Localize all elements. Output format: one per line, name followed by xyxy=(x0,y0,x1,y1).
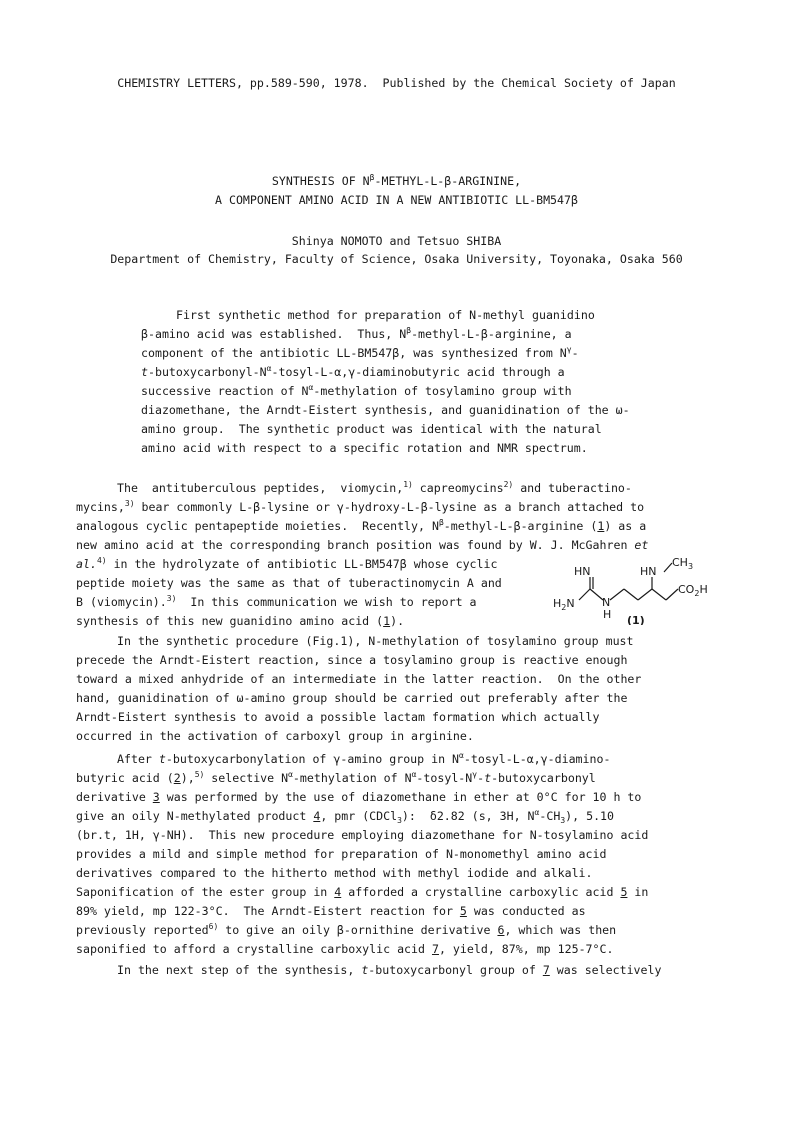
abstract-line: First synthetic method for preparation of N-methyl guanidino xyxy=(176,308,595,322)
body-line: provides a mild and simple method for preparation of N-monomethyl amino acid xyxy=(76,847,607,861)
structure-hn-left: HN xyxy=(574,565,591,578)
body-line: synthesis of this new guanidino amino acid (1). xyxy=(76,614,405,628)
abstract-line: amino group. The synthetic product was identical with the natural xyxy=(141,422,602,436)
body-line: Saponification of the ester group in 4 afforded a crystalline carboxylic acid 5 in xyxy=(76,885,649,899)
body-line: al.$^{4)}$ in the hydrolyzate of antibiotic LL-BM547β whose cyclic xyxy=(76,556,498,571)
affiliation: Department of Chemistry, Faculty of Science, Osaka University, Toyonaka, Osaka 560 xyxy=(110,252,683,266)
body-line: derivatives compared to the hitherto method with methyl iodide and alkali. xyxy=(76,866,593,880)
authors: Shinya NOMOTO and Tetsuo SHIBA xyxy=(291,234,502,248)
structure-h-mid: H xyxy=(603,608,612,621)
body-line: After t-butoxycarbonylation of γ-amino group in $N^\alpha-tosyl-L-\alpha,\gamma-diamino-$ xyxy=(117,751,611,766)
body-line: mycins,$^{3)}$ bear commonly L-β-lysine or γ-hydroxy-L-β-lysine as a branch attached to xyxy=(76,499,645,514)
body-line: In the next step of the synthesis, t-butoxycarbonyl group of 7 was selectively xyxy=(117,963,662,977)
body-line: 89% yield, mp 122-3°C. The Arndt-Eistert reaction for 5 was conducted as xyxy=(76,904,586,918)
body-line: The antituberculous peptides, viomycin,$^{1)}$ capreomycins$^{2)}$ and tuberactino- xyxy=(117,480,632,495)
body-line: give an oily N-methylated product 4, pmr (CDCl$_3$): δ2.82 (s, 3H, $N^\alpha-CH_3$), 5.10 xyxy=(76,808,615,825)
structure-bonds xyxy=(579,563,678,600)
body-line: previously reported$^{6)}$ to give an oily β-ornithine derivative 6, which was then xyxy=(76,922,617,937)
structure-h2n: $H_2N$ xyxy=(553,597,575,612)
body-line: peptide moiety was the same as that of tuberactinomycin A and xyxy=(76,576,502,590)
abstract-line: component of the antibiotic LL-BM547β, was synthesized from $N^\gamma-$ xyxy=(141,345,579,360)
abstract-line: diazomethane, the Arndt-Eistert synthesis, and guanidination of the ω- xyxy=(141,403,630,417)
paper-title-line-2: A COMPONENT AMINO ACID IN A NEW ANTIBIOTIC LL-BM547β xyxy=(215,193,578,207)
body-line: B (viomycin).$^{3)}$ In this communication we wish to report a xyxy=(76,594,477,609)
body-line: occurred in the activation of carboxyl group in arginine. xyxy=(76,729,474,743)
journal-header: CHEMISTRY LETTERS, pp.589-590, 1978. Published by the Chemical Society of Japan xyxy=(117,76,676,90)
body-line: precede the Arndt-Eistert reaction, since a tosylamino group is reactive enough xyxy=(76,653,628,667)
body-line: Arndt-Eistert synthesis to avoid a possible lactam formation which actually xyxy=(76,710,600,724)
body-line: (br.t, 1H, γ-NH). This new procedure employing diazomethane for N-tosylamino acid xyxy=(76,828,649,842)
structure-hn-right: HN xyxy=(640,565,657,578)
paper-title-line-1: SYNTHESIS OF $N^\beta-METHYL-L-\beta$-ARGININE, xyxy=(271,173,522,188)
structure-n-mid: N xyxy=(602,596,611,609)
body-line: analogous cyclic pentapeptide moieties. Recently, $N^\beta-methyl-L-\beta$-arginine (1) as a xyxy=(76,518,647,533)
abstract-line: β-amino acid was established. Thus, $N^\beta-methyl-L-\beta$-arginine, a xyxy=(141,326,572,341)
body-line: saponified to afford a crystalline carboxylic acid 7, yield, 87%, mp 125-7°C. xyxy=(76,942,614,956)
structure-ch3: $CH_3$ xyxy=(672,556,694,571)
structure-label: (1) xyxy=(627,614,645,625)
body-line: new amino acid at the corresponding branch position was found by W. J. McGahren et xyxy=(76,538,649,552)
abstract-line: successive reaction of $N^\alpha$-methylation of tosylamino group with xyxy=(141,383,572,398)
chemical-structure-1 xyxy=(548,555,718,625)
abstract-line: $t-butoxycarbonyl-N^\alpha-tosyl-L-\alpha,\gamma$-diaminobutyric acid through a xyxy=(141,364,565,379)
body-line: butyric acid (2),$^{5)}$ selective $N^\alpha$-methylation of $N^\alpha-tosyl-N^\gamma-t$-butoxycarbonyl xyxy=(76,770,596,785)
body-line: toward a mixed anhydride of an intermediate in the latter reaction. On the other xyxy=(76,672,642,686)
body-line: In the synthetic procedure (Fig.1), N-methylation of tosylamino group must xyxy=(117,634,634,648)
abstract-line: amino acid with respect to a specific rotation and NMR spectrum. xyxy=(141,441,588,455)
body-line: derivative 3 was performed by the use of diazomethane in ether at 0°C for 10 h to xyxy=(76,790,642,804)
body-line: hand, guanidination of ω-amino group should be carried out preferably after the xyxy=(76,691,628,705)
structure-co2h: $CO_2H$ xyxy=(678,583,708,598)
